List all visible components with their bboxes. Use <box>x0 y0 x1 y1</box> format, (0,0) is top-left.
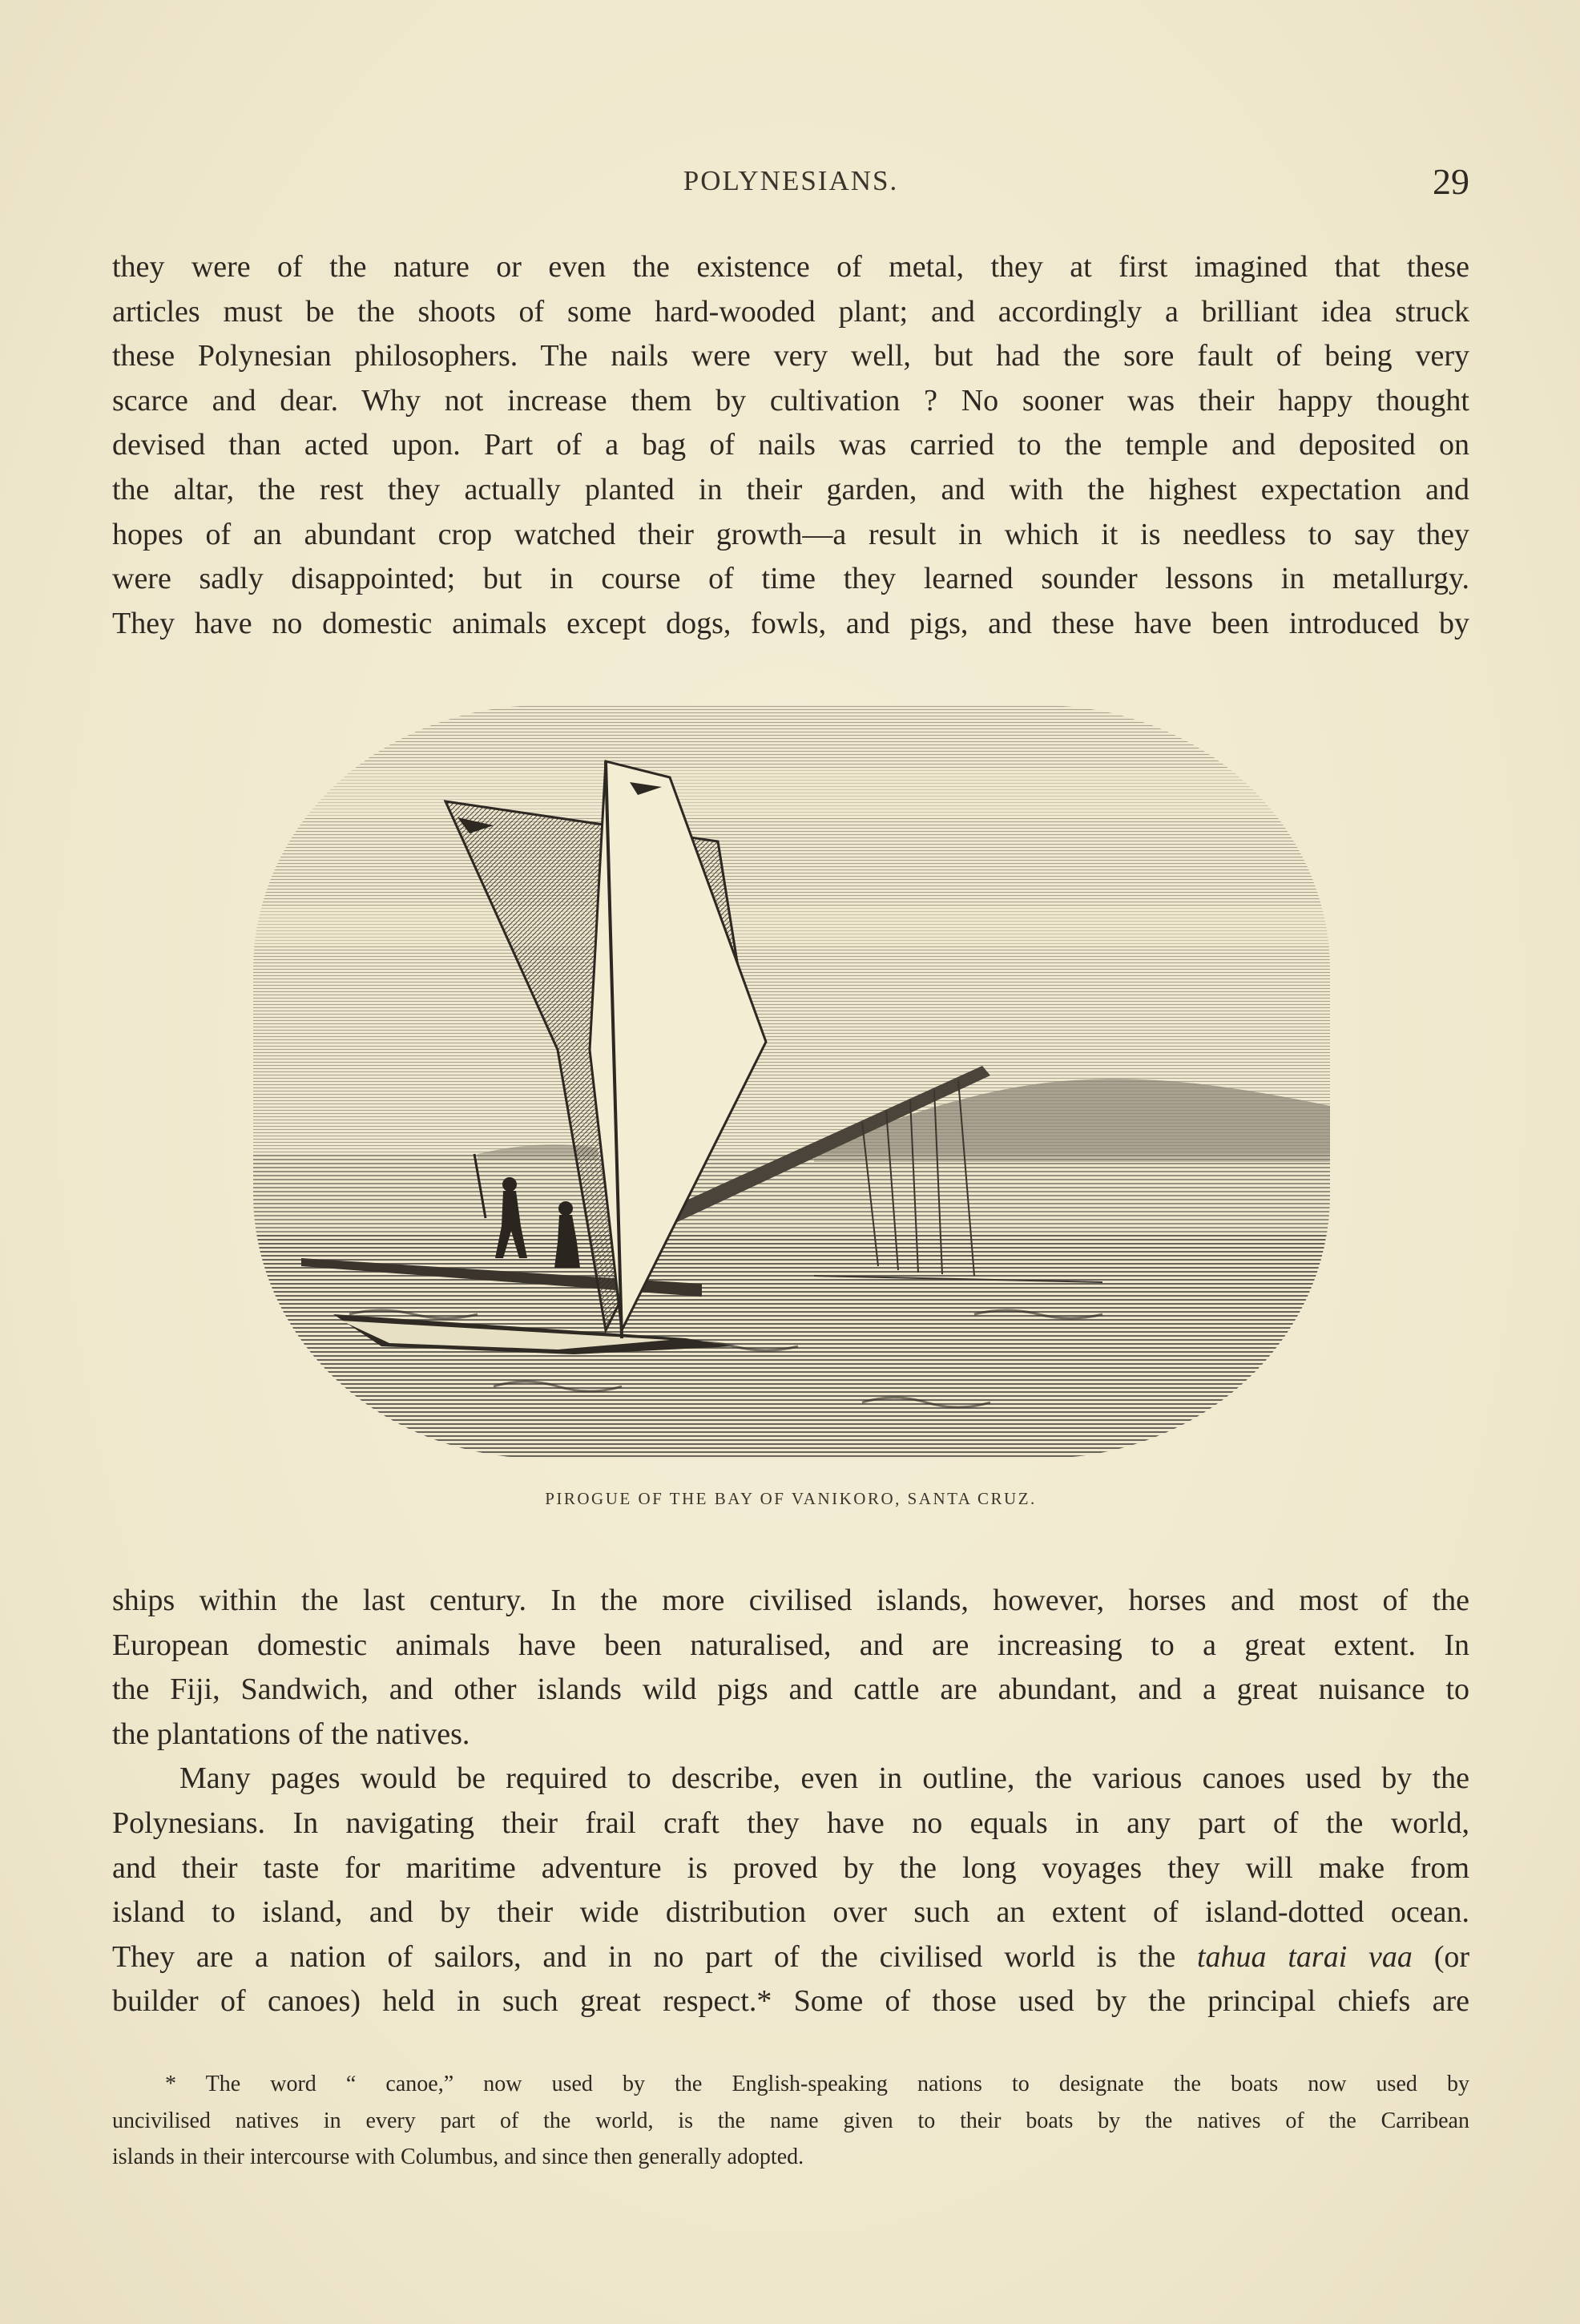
text-line: island to island, and by their wide distribution over such an extent of island-dotted ocean. <box>112 1895 1469 1930</box>
figure-caption: PIROGUE OF THE BAY OF VANIKORO, SANTA CRUZ. <box>545 1489 1037 1508</box>
running-title: POLYNESIANS. <box>683 165 899 196</box>
line-text-after: (or <box>1412 1939 1470 1974</box>
native-term: tahua tarai vaa <box>1197 1939 1413 1974</box>
text-line: Polynesians. In navigating their frail craft they have no equals in any part of the world, <box>112 1806 1469 1840</box>
text-line: builder of canoes) held in such great respect.* Some of those used by the principal chiefs are <box>112 1984 1469 2019</box>
body-text-bottom <box>112 1579 1469 2024</box>
footnote-line: uncivilised natives in every part of the world, is the name given to their boats by the natives of the Carribean <box>112 2108 1469 2133</box>
text-line: they were of the nature or even the existence of metal, they at first imagined that these <box>112 250 1469 284</box>
text-line: were sadly disappointed; but in course of time they learned sounder lessons in metallurgy. <box>112 562 1469 596</box>
line-text-before: They are a nation of sailors, and in no part of the civilised world is the <box>112 1939 1197 1974</box>
footnote-line: * The word “ canoe,” now used by the English-speaking nations to designate the boats now used by <box>165 2072 1469 2096</box>
running-head <box>112 161 1469 213</box>
page-number: 29 <box>1433 161 1469 202</box>
text-line: They have no domestic animals except dogs, fowls, and pigs, and these have been introduced by <box>112 606 1469 640</box>
text-line: Many pages would be required to describe, even in outline, the various canoes used by the <box>179 1761 1469 1796</box>
footnote-line: islands in their intercourse with Columbus, and since then generally adopted. <box>112 2144 804 2169</box>
text-line <box>112 1935 1469 1980</box>
text-line: European domestic animals have been naturalised, and are increasing to a great extent. In <box>112 1628 1469 1662</box>
body-text-top <box>112 245 1469 646</box>
text-line: scarce and dear. Why not increase them by cultivation ? No sooner was their happy thought <box>112 383 1469 418</box>
text-line: the altar, the rest they actually planted in their garden, and with the highest expectation and <box>112 472 1469 506</box>
text-line: articles must be the shoots of some hard-wooded plant; and accordingly a brilliant idea struck <box>112 294 1469 329</box>
text-line: ships within the last century. In the more civilised islands, however, horses and most of the <box>112 1584 1469 1617</box>
footnote <box>112 2066 1469 2176</box>
text-line: the plantations of the natives. <box>112 1717 470 1751</box>
text-line: the Fiji, Sandwich, and other islands wild pigs and cattle are abundant, and a great nuisance to <box>112 1672 1469 1707</box>
text-line: these Polynesian philosophers. The nails were very well, but had the sore fault of being very <box>112 339 1469 373</box>
engraving-pirogue <box>253 705 1330 1459</box>
text-line: hopes of an abundant crop watched their growth—a result in which it is needless to say they <box>112 517 1469 551</box>
text-line: and their taste for maritime adventure is proved by the long voyages they will make from <box>112 1850 1469 1885</box>
text-line: devised than acted upon. Part of a bag of nails was carried to the temple and deposited on <box>112 428 1469 462</box>
